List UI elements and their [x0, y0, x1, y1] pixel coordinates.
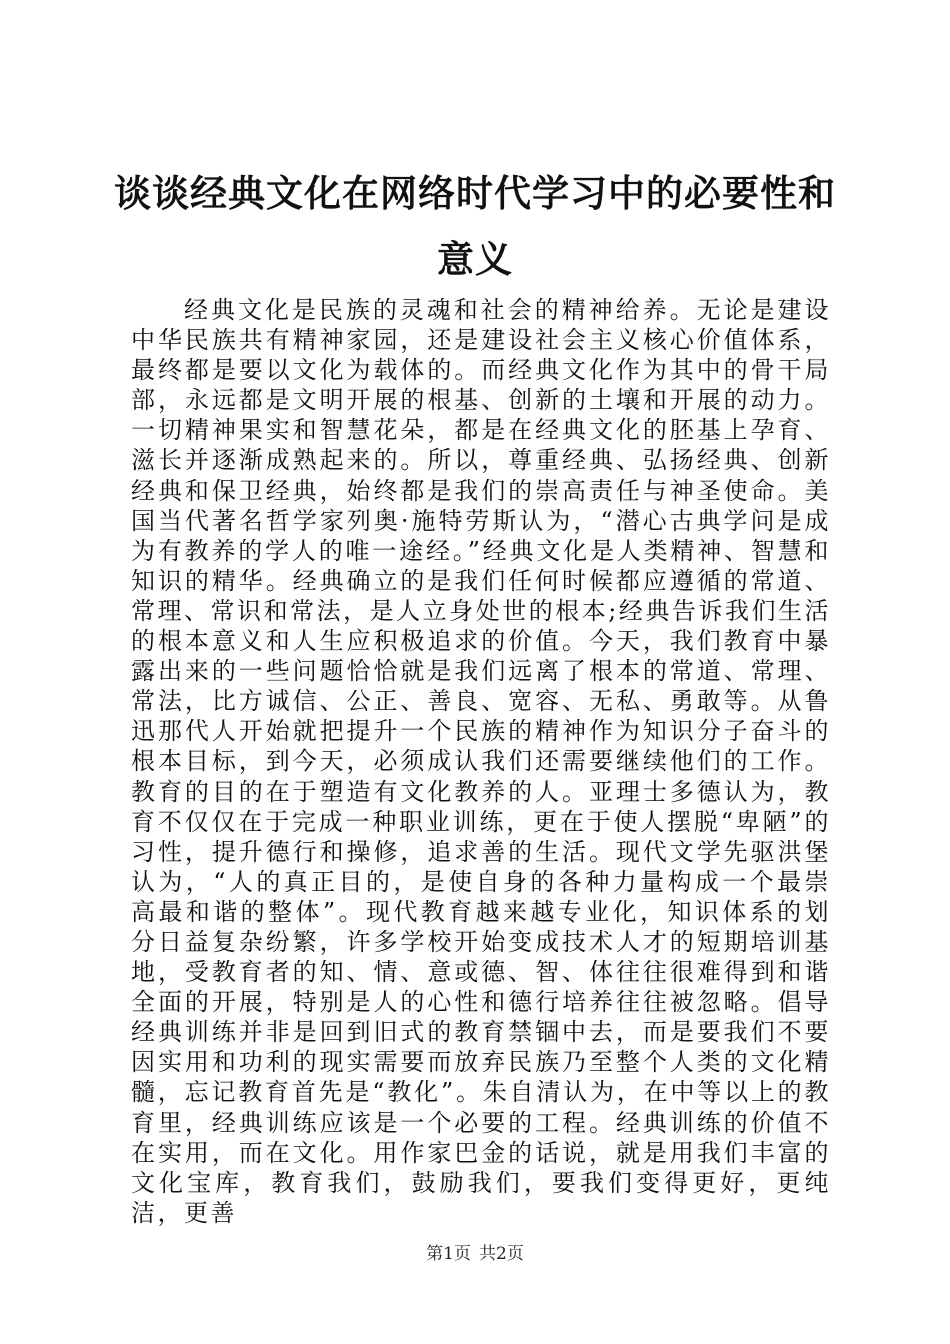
body-paragraph: 经典文化是民族的灵魂和社会的精神给养。无论是建设中华民族共有精神家园，还是建设社会主义核心价值体系，最终都是要以文化为载体的。而经典文化作为其中的骨干局部，永远都是文明开展的根基、创新的土壤和开展的动力。一切精神果实和智慧花朵，都是在经典文化的胚基上孕育、滋长并逐渐成熟起来的。所以，尊重经典、弘扬经典、创新经典和保卫经典，始终都是我们的崇高责任与神圣使命。美国当代著名哲学家列奥·施特劳斯认为，“潜心古典学问是成为有教养的学人的唯一途经。”经典文化是人类精神、智慧和知识的精华。经典确立的是我们任何时候都应遵循的常道、常理、常识和常法，是人立身处世的根本;经典告诉我们生活的根本意义和人生应积极追求的价值。今天，我们教育中暴露出来的一些问题恰恰就是我们远离了根本的常道、常理、常法，比方诚信、公正、善良、宽容、无私、勇敢等。从鲁迅那代人开始就把提升一个民族的精神作为知识分子奋斗的根本目标，到今天，必须成认我们还需要继续他们的工作。教育的目的在于塑造有文化教养的人。亚理士多德认为，教育不仅仅在于完成一种职业训练，更在于使人摆脱“卑陋”的习性，提升德行和操修，追求善的生活。现代文学先驱洪堡认为，“人的真正目的，是使自身的各种力量构成一个最崇高最和谐的整体”。现代教育越来越专业化，知识体系的划分日益复杂纷繁，许多学校开始变成技术人才的短期培训基地，受教育者的知、情、意或德、智、体往往很难得到和谐全面的开展，特别是人的心性和德行培养往往被忽略。倡导经典训练并非是回到旧式的教育禁锢中去，而是要我们不要因实用和功利的现实需要而放弃民族乃至整个人类的文化精髓，忘记教育首先是“教化”。朱自清认为，在中等以上的教育里，经典训练应该是一个必要的工程。经典训练的价值不在实用，而在文化。用作家巴金的话说，就是用我们丰富的文化宝库，教育我们，鼓励我们，要我们变得更好，更纯洁，更善 [131, 296, 831, 1227]
page-total: 共2页 [479, 1244, 524, 1264]
page-number: 第1页 [426, 1244, 471, 1264]
page-footer [0, 1243, 950, 1265]
document-title: 谈谈经典文化在网络时代学习中的必要性和意义 [114, 171, 836, 281]
